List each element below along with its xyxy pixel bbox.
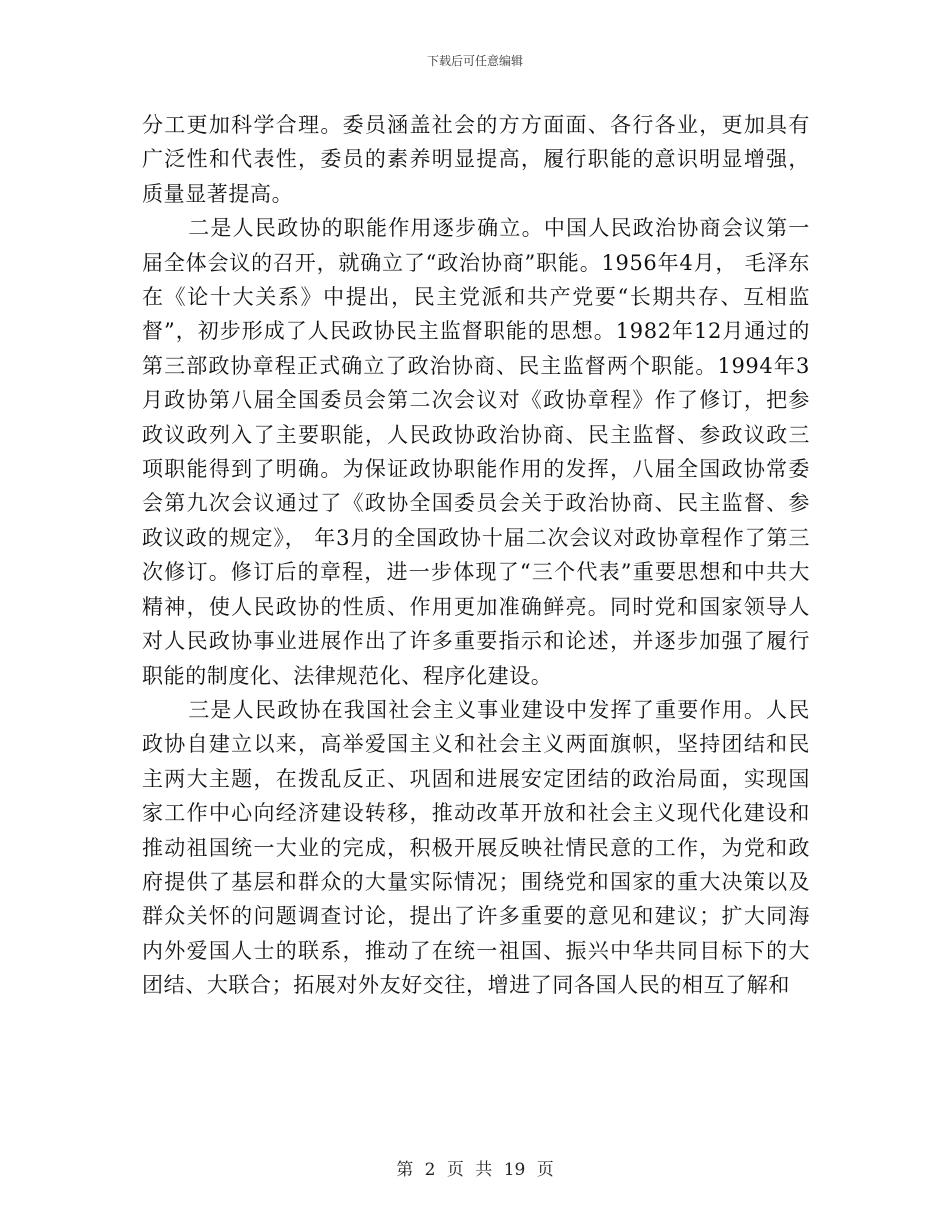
document-body	[142, 108, 810, 1003]
page-number: 第 2 页 共 19 页	[396, 1160, 554, 1180]
paragraph-1: 分工更加科学合理。委员涵盖社会的方方面面、各行各业，更加具有广泛性和代表性，委员的素养明显提高，履行职能的意识明显增强，质量显著提高。	[142, 113, 810, 206]
paragraph-3: 三是人民政协在我国社会主义事业建设中发挥了重要作用。人民政协自建立以来，高举爱国主义和社会主义两面旗帜，坚持团结和民主两大主题，在拨乱反正、巩固和进展安定团结的政治局面，实现国家工作中心向经济建设转移，推动改革开放和社会主义现代化建设和推动祖国统一大业的完成，积极开展反映社情民意的工作，为党和政府提供了基层和群众的大量实际情况；围绕党和国家的重大决策以及群众关怀的问题调查讨论，提出了许多重要的意见和建议；扩大同海内外爱国人士的联系，推动了在统一祖国、振兴中华共同目标下的大团结、大联合；拓展对外友好交往，增进了同各国人民的相互了解和	[142, 697, 810, 998]
page-header: 下载后可任意编辑	[426, 54, 523, 68]
paragraph-2: 二是人民政协的职能作用逐步确立。中国人民政治协商会议第一届全体会议的召开，就确立了“政治协商”职能。1956年4月， 毛泽东在《论十大关系》中提出，民主党派和共产党要“长期共存、互相监督”，初步形成了人民政协民主监督职能的思想。1982年12月通过的第三部政协章程正式确立了政治协商、民主监督两个职能。1994年3月政协第八届全国委员会第二次会议对《政协章程》作了修订，把参政议政列入了主要职能，人民政协政治协商、民主监督、参政议政三项职能得到了明确。为保证政协职能作用的发挥，八届全国政协常委会第九次会议通过了《政协全国委员会关于政治协商、民主监督、参政议政的规定》， 年3月的全国政协十届二次会议对政协章程作了第三次修订。修订后的章程，进一步体现了“三个代表”重要思想和中共大精神，使人民政协的性质、作用更加准确鲜亮。同时党和国家领导人对人民政协事业进展作出了许多重要指示和论述，并逐步加强了履行职能的制度化、法律规范化、程序化建设。	[142, 216, 810, 688]
